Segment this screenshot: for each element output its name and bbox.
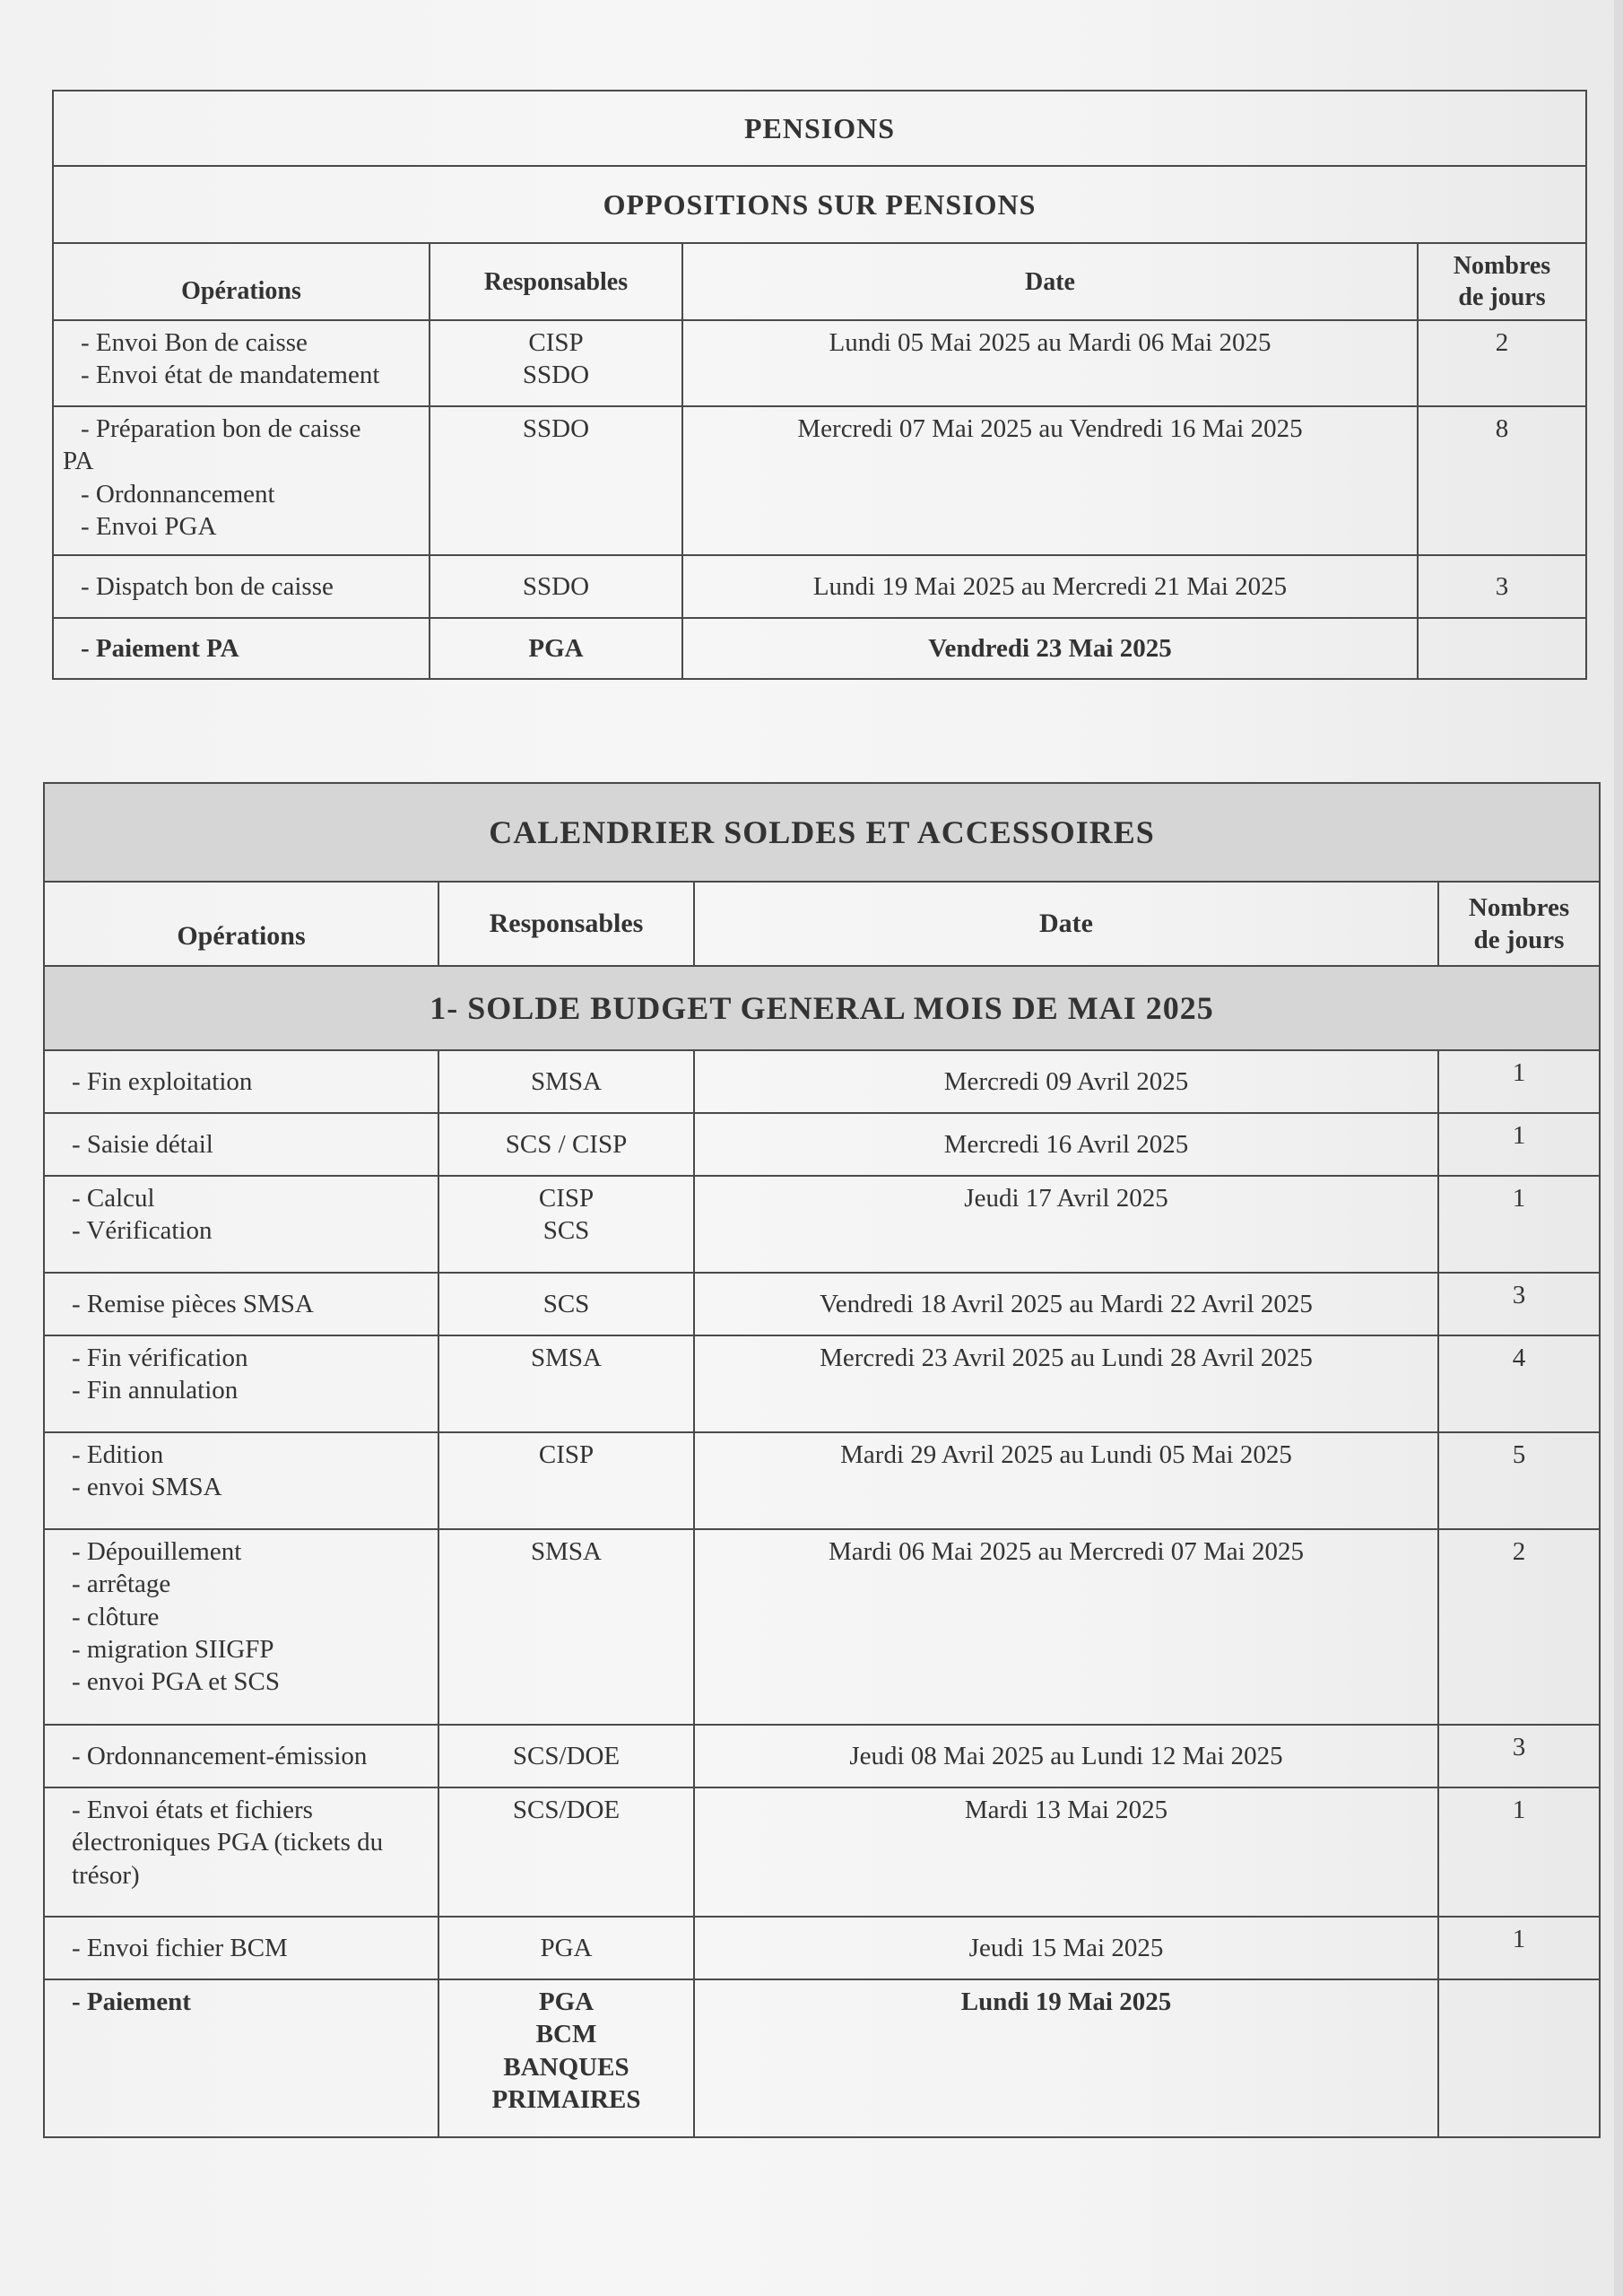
- responsables-cell: [430, 618, 682, 679]
- section-title: 1- SOLDE BUDGET GENERAL MOIS DE MAI 2025: [44, 966, 1600, 1050]
- responsables-cell: [438, 1787, 694, 1917]
- table-row: [44, 1432, 1600, 1529]
- days-cell: [1418, 618, 1586, 679]
- header-operations: Opérations: [44, 882, 438, 966]
- operation-line: - Saisie détail: [72, 1129, 213, 1159]
- date-cell: Mercredi 09 Avril 2025: [694, 1050, 1438, 1113]
- table-row: [53, 406, 1586, 555]
- table-row: [44, 1917, 1600, 1979]
- table-row: [44, 1979, 1600, 2137]
- operation-line: - Fin vérification: [72, 1344, 248, 1372]
- header-jours-line2: de jours: [1458, 283, 1546, 311]
- responsable-line: SCS / CISP: [505, 1129, 628, 1159]
- date-cell: Jeudi 15 Mai 2025: [694, 1917, 1438, 1979]
- date-cell: Lundi 19 Mai 2025: [694, 1979, 1438, 2137]
- days-cell: 1: [1438, 1917, 1600, 1979]
- header-date: Date: [694, 882, 1438, 966]
- days-cell: 2: [1438, 1529, 1600, 1725]
- responsable-line: CISP: [538, 1440, 595, 1469]
- date-cell: Mercredi 16 Avril 2025: [694, 1113, 1438, 1176]
- responsable-line: CISP: [538, 1184, 595, 1213]
- operations-cell: [44, 1725, 438, 1787]
- calendrier-title: CALENDRIER SOLDES ET ACCESSOIRES: [44, 783, 1600, 882]
- days-cell: 3: [1438, 1725, 1600, 1787]
- responsable-line: SMSA: [531, 1066, 602, 1096]
- date-cell: Mardi 29 Avril 2025 au Lundi 05 Mai 2025: [694, 1432, 1438, 1529]
- responsables-cell: [438, 1050, 694, 1113]
- responsables-cell: [438, 1725, 694, 1787]
- table-row: [53, 618, 1586, 679]
- operation-line: - Ordonnancement-émission: [72, 1741, 368, 1770]
- days-cell: 3: [1418, 555, 1586, 618]
- header-responsables: Responsables: [430, 243, 682, 320]
- days-cell: 1: [1438, 1113, 1600, 1176]
- operation-line: - Préparation bon de caisse: [81, 414, 361, 443]
- pensions-subtitle: OPPOSITIONS SUR PENSIONS: [53, 166, 1586, 243]
- pensions-title: PENSIONS: [53, 91, 1586, 166]
- operations-cell: [44, 1335, 438, 1432]
- header-jours: [1438, 882, 1600, 966]
- responsable-line: CISP: [528, 328, 584, 357]
- operations-cell: [44, 1979, 438, 2137]
- days-cell: 1: [1438, 1176, 1600, 1273]
- operation-line: - Dépouillement: [72, 1537, 242, 1566]
- responsable-line: BANQUES: [503, 2052, 629, 2082]
- operations-cell: [53, 406, 430, 555]
- calendrier-header-row: [44, 882, 1600, 966]
- days-cell: [1438, 1979, 1600, 2137]
- operations-cell: [53, 618, 430, 679]
- pensions-title-row: [53, 91, 1586, 166]
- operation-line: PA: [63, 447, 94, 476]
- header-responsables: Responsables: [438, 882, 694, 966]
- operation-line: - arrêtage: [72, 1570, 171, 1599]
- responsables-cell: [438, 1176, 694, 1273]
- date-cell: Vendredi 18 Avril 2025 au Mardi 22 Avril 2025: [694, 1273, 1438, 1335]
- operation-line: - migration SIIGFP: [72, 1634, 274, 1664]
- responsable-line: SMSA: [531, 1344, 602, 1372]
- operation-line: - Remise pièces SMSA: [72, 1289, 314, 1318]
- responsable-line: SSDO: [522, 571, 590, 601]
- responsable-line: SSDO: [522, 361, 590, 390]
- table-row: [44, 1529, 1600, 1725]
- days-cell: 3: [1438, 1273, 1600, 1335]
- responsables-cell: [438, 1335, 694, 1432]
- date-cell: Mardi 06 Mai 2025 au Mercredi 07 Mai 2025: [694, 1529, 1438, 1725]
- days-cell: 8: [1418, 406, 1586, 555]
- responsables-cell: [438, 1273, 694, 1335]
- header-jours-line1: Nombres: [1453, 252, 1551, 280]
- responsables-cell: [438, 1529, 694, 1725]
- calendrier-title-row: [44, 783, 1600, 882]
- operation-line: - Edition: [72, 1440, 164, 1469]
- operation-line: - Envoi états et fichiers électroniques PGA (tickets du trésor): [72, 1796, 384, 1890]
- operation-line: - Fin annulation: [72, 1376, 239, 1405]
- responsables-cell: [438, 1917, 694, 1979]
- responsables-cell: [438, 1979, 694, 2137]
- days-cell: 4: [1438, 1335, 1600, 1432]
- responsable-line: SMSA: [531, 1537, 602, 1566]
- days-cell: 1: [1438, 1787, 1600, 1917]
- operation-line: - Envoi Bon de caisse: [81, 328, 308, 357]
- responsables-cell: [430, 555, 682, 618]
- table-row: [44, 1335, 1600, 1432]
- operation-line: - Ordonnancement: [81, 479, 275, 509]
- operation-line: - Paiement: [72, 1987, 191, 2016]
- responsable-line: PRIMAIRES: [491, 2084, 641, 2114]
- responsable-line: SCS/DOE: [512, 1741, 621, 1770]
- date-cell: Vendredi 23 Mai 2025: [682, 618, 1418, 679]
- header-jours-line2: de jours: [1473, 926, 1565, 954]
- date-cell: Jeudi 08 Mai 2025 au Lundi 12 Mai 2025: [694, 1725, 1438, 1787]
- operation-line: - envoi PGA et SCS: [72, 1667, 281, 1696]
- operations-cell: [44, 1176, 438, 1273]
- operation-line: - Paiement PA: [81, 633, 239, 663]
- responsable-line: BCM: [535, 2020, 597, 2049]
- operations-cell: [44, 1113, 438, 1176]
- section-row: [44, 966, 1600, 1050]
- table-row: [44, 1176, 1600, 1273]
- operation-line: - envoi SMSA: [72, 1473, 222, 1502]
- responsable-line: PGA: [538, 1987, 595, 2016]
- responsable-line: PGA: [540, 1933, 593, 1962]
- operations-cell: [44, 1529, 438, 1725]
- operations-cell: [53, 320, 430, 406]
- date-cell: Lundi 05 Mai 2025 au Mardi 06 Mai 2025: [682, 320, 1418, 406]
- header-jours-line1: Nombres: [1468, 892, 1570, 922]
- operation-line: - Dispatch bon de caisse: [81, 571, 334, 601]
- header-jours: [1418, 243, 1586, 320]
- responsables-cell: [430, 320, 682, 406]
- operation-line: - clôture: [72, 1602, 160, 1631]
- responsable-line: SCS: [542, 1289, 590, 1318]
- table-row: [44, 1725, 1600, 1787]
- pensions-header-row: [53, 243, 1586, 320]
- pensions-table: [52, 90, 1587, 680]
- table-row: [44, 1787, 1600, 1917]
- responsable-line: SCS: [542, 1216, 590, 1246]
- responsable-line: SCS/DOE: [512, 1796, 621, 1824]
- header-date: Date: [682, 243, 1418, 320]
- calendrier-table: [43, 782, 1601, 2138]
- table-row: [53, 555, 1586, 618]
- days-cell: 2: [1418, 320, 1586, 406]
- days-cell: 1: [1438, 1050, 1600, 1113]
- operation-line: - Vérification: [72, 1216, 213, 1246]
- header-operations: Opérations: [53, 243, 430, 320]
- date-cell: Jeudi 17 Avril 2025: [694, 1176, 1438, 1273]
- operation-line: - Fin exploitation: [72, 1066, 253, 1096]
- date-cell: Mardi 13 Mai 2025: [694, 1787, 1438, 1917]
- table-row: [44, 1113, 1600, 1176]
- operation-line: - Envoi état de mandatement: [81, 361, 380, 390]
- table-row: [44, 1273, 1600, 1335]
- operations-cell: [44, 1917, 438, 1979]
- date-cell: Mercredi 23 Avril 2025 au Lundi 28 Avril 2025: [694, 1335, 1438, 1432]
- responsable-line: PGA: [528, 633, 584, 663]
- operation-line: - Envoi PGA: [81, 511, 217, 541]
- operation-line: - Envoi fichier BCM: [72, 1933, 288, 1962]
- table-row: [53, 320, 1586, 406]
- date-cell: Lundi 19 Mai 2025 au Mercredi 21 Mai 2025: [682, 555, 1418, 618]
- responsables-cell: [430, 406, 682, 555]
- operations-cell: [44, 1432, 438, 1529]
- responsables-cell: [438, 1113, 694, 1176]
- pensions-subtitle-row: [53, 166, 1586, 243]
- operations-cell: [44, 1787, 438, 1917]
- operations-cell: [44, 1273, 438, 1335]
- operations-cell: [53, 555, 430, 618]
- operations-cell: [44, 1050, 438, 1113]
- page-edge: [1614, 0, 1623, 2296]
- table-row: [44, 1050, 1600, 1113]
- date-cell: Mercredi 07 Mai 2025 au Vendredi 16 Mai 2025: [682, 406, 1418, 555]
- responsable-line: SSDO: [522, 414, 590, 443]
- operation-line: - Calcul: [72, 1184, 155, 1213]
- responsables-cell: [438, 1432, 694, 1529]
- days-cell: 5: [1438, 1432, 1600, 1529]
